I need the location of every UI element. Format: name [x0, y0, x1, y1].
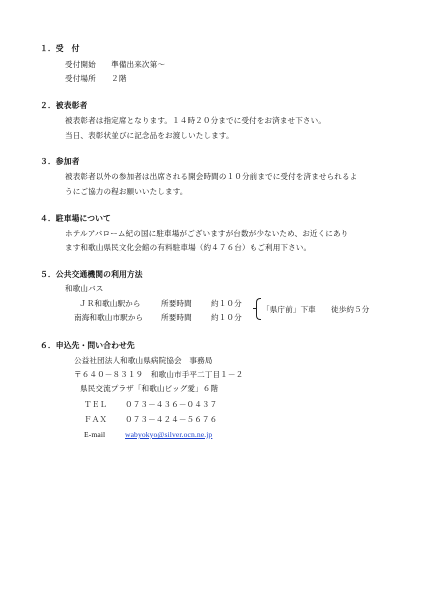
route-1-time-label: 所要時間: [161, 299, 192, 308]
section-5-heading: ５．公共交通機関の利用方法: [40, 270, 143, 279]
parking-line-2: ます和歌山県民文化会館の有料駐車場（約４７６台）もご利用下さい。: [65, 243, 312, 252]
participant-line-1: 被表彰者以外の参加者は出席される開会時間の１０分前までに受付を済ませられるよ: [65, 172, 358, 181]
fax-label: ＦＡＸ: [84, 415, 108, 424]
route-1-time: 約１０分: [211, 299, 242, 308]
contact-address-2: 県民交流プラザ「和歌山ビッグ愛」６階: [80, 384, 219, 393]
tel-label: ＴＥＬ: [84, 400, 108, 409]
bus-company-label: 和歌山バス: [65, 284, 104, 293]
section-6-heading: ６．申込先・問い合わせ先: [40, 341, 135, 350]
section-2-heading: ２．被表彰者: [40, 101, 88, 110]
email-link[interactable]: wabyokyo@silver.ocn.ne.jp: [125, 430, 213, 439]
route-2-time: 約１０分: [211, 313, 242, 322]
route-1-from: ＪＲ和歌山駅から: [79, 299, 141, 308]
section-4-heading: ４．駐車場について: [40, 214, 111, 223]
contact-organization: 公益社団法人和歌山県病院協会 事務局: [74, 356, 213, 365]
bus-stop-label: 「県庁前」下車: [262, 305, 316, 314]
email-label: E-mail: [84, 430, 106, 439]
parking-line-1: ホテルアバローム紀の国に駐車場がございますが台数が少ないため、お近くにあり: [65, 229, 349, 238]
walk-time: 徒歩約５分: [331, 305, 370, 314]
awardee-line-1: 被表彰者は指定席となります。１４時２０分までに受付をお済ませ下さい。: [65, 116, 326, 125]
section-1-heading: １．受 付: [40, 44, 80, 53]
section-3-heading: ３．参加者: [40, 157, 80, 166]
contact-address-1: 〒６４０－８３１９ 和歌山市手平二丁目１－２: [74, 370, 244, 379]
fax-number: ０７３－４２４－５６７６: [125, 415, 218, 424]
tel-number: ０７３－４３６－０４３７: [125, 400, 218, 409]
route-brace: [256, 298, 261, 320]
route-2-from: 南海和歌山市駅から: [74, 313, 144, 322]
reception-place-line: 受付場所 ２階: [65, 74, 127, 83]
participant-line-2: うにご協力の程お願いいたします。: [65, 187, 188, 196]
route-2-time-label: 所要時間: [161, 313, 192, 322]
reception-start-line: 受付開始 準備出来次第～: [65, 60, 166, 69]
awardee-line-2: 当日、表彰状並びに記念品をお渡しいたします。: [65, 131, 234, 140]
